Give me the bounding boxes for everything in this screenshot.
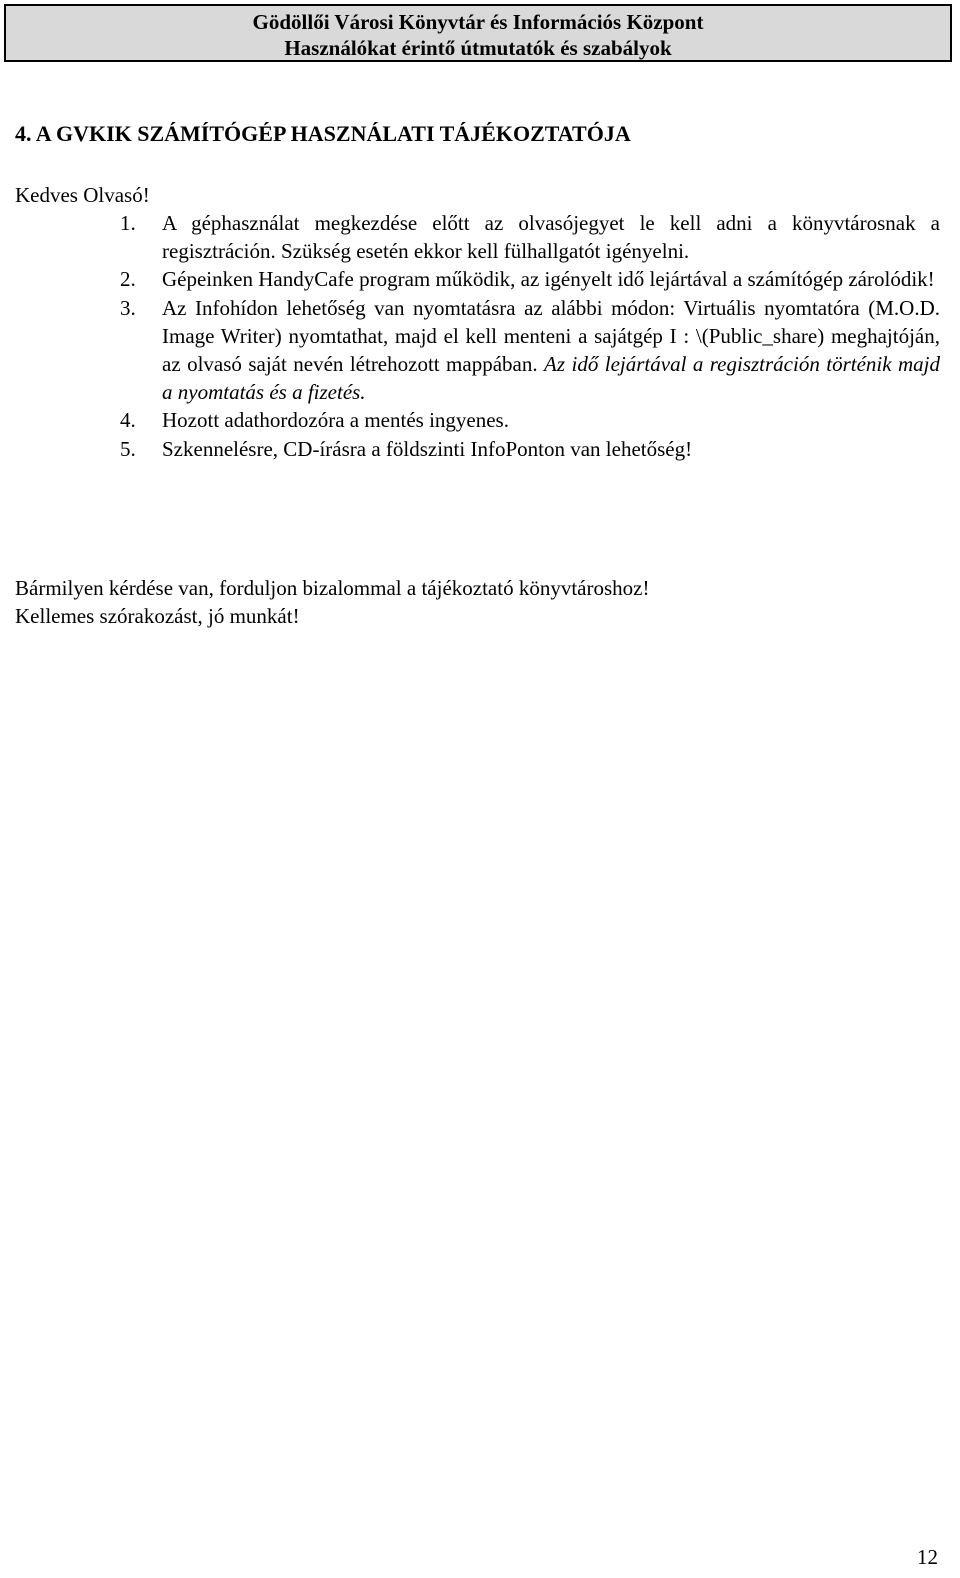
header-institution-name: Gödöllői Városi Könyvtár és Információs Központ	[252, 10, 704, 34]
list-item-text: Az Infohídon lehetőség van nyomtatásra az alábbi módon: Virtuális nyomtatóra (M.O.D. Image Writer) nyomtathat, majd el kell menteni a sajátgép I : \(Public_share) meghajtóján, az olvasó saját nevén létrehozott mappában.	[162, 295, 940, 377]
list-item	[120, 294, 940, 407]
list-item-number: 3.	[120, 295, 136, 320]
list-item-text: A géphasználat megkezdése előtt az olvasójegyet le kell adni a könyvtárosnak a regisztráción. Szükség esetén ekkor kell fülhallgatót igényelni.	[162, 211, 940, 264]
header-subtitle: Használókat érintő útmutatók és szabályok	[284, 36, 672, 60]
closing-line-wishes: Kellemes szórakozást, jó munkát!	[15, 604, 300, 628]
list-item-number: 1.	[120, 211, 136, 235]
list-item-italic-note: Az idő lejártával a regisztráción történik majd a nyomtatás és a fizetés.	[162, 352, 941, 405]
list-item-number: 4.	[120, 408, 136, 433]
list-item	[120, 209, 940, 265]
closing-line-questions: Bármilyen kérdése van, forduljon bizalommal a tájékoztató könyvtároshoz!	[15, 576, 650, 600]
list-item	[120, 406, 940, 434]
section-title: 4. A GVKIK SZÁMÍTÓGÉP HASZNÁLATI TÁJÉKOZTATÓJA	[15, 121, 631, 146]
list-item-number: 2.	[120, 267, 136, 292]
list-item-number: 5.	[120, 436, 136, 461]
list-item-text: Gépeinken HandyCafe program működik, az igényelt idő lejártával a számítógép zárolódik!	[162, 267, 935, 292]
rules-list	[120, 209, 940, 463]
list-item	[120, 265, 940, 293]
document-header	[4, 4, 952, 62]
list-item-text: Hozott adathordozóra a mentés ingyenes.	[162, 408, 509, 433]
closing-text	[15, 574, 649, 630]
list-item	[120, 435, 940, 463]
page-number: 12	[917, 1545, 938, 1569]
greeting: Kedves Olvasó!	[15, 183, 150, 207]
list-item-text: Szkennelésre, CD-írásra a földszinti InfoPonton van lehetőség!	[162, 436, 693, 461]
